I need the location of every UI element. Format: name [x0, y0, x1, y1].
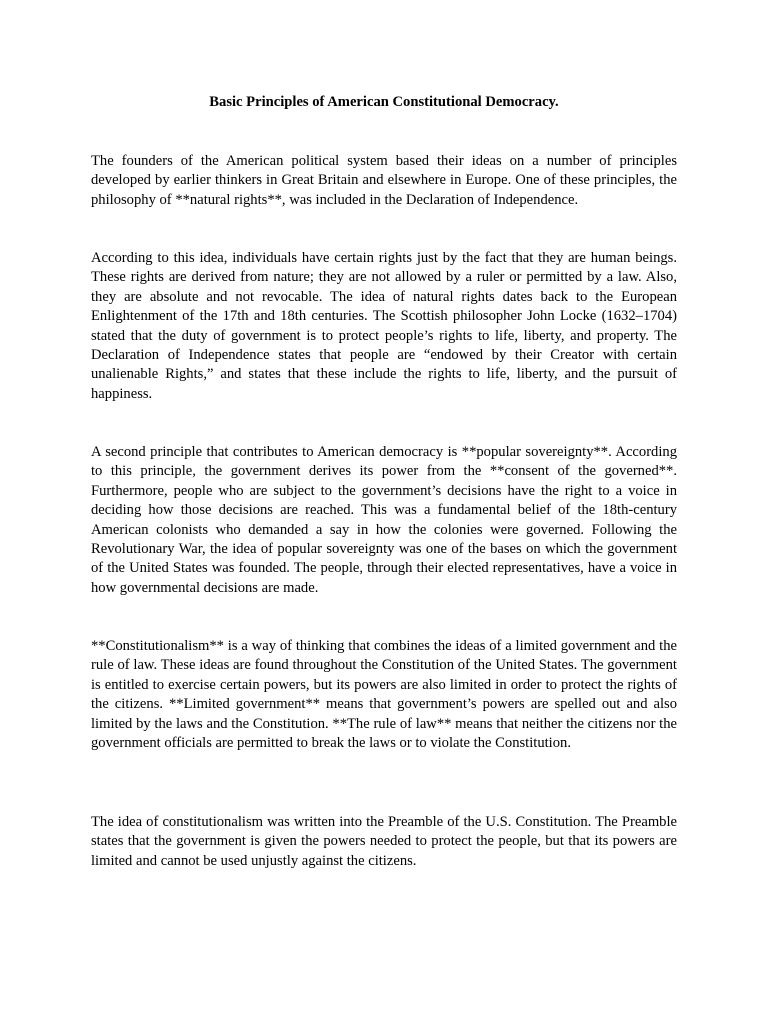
paragraph-natural-rights-intro: The founders of the American political system based their ideas on a number of principles developed by earlier thinkers in Great Britain and elsewhere in Europe. One of these principles, the philosophy of **natural rights**, was included in the Declaration of Independence.: [91, 153, 677, 208]
paragraph-popular-sovereignty: A second principle that contributes to American democracy is **popular sovereignty**. According to this principle, the government derives its power from the **consent of the governed**. Furthermore, people who are subject to the government’s decisions have the right to a voice in deciding how those decisions are reached. This was a fundamental belief of the 18th-century American colonists who demanded a say in how the colonies were governed. Following the Revolutionary War, the idea of popular sovereignty was one of the bases on which the government of the United States was founded. The people, through their elected representatives, have a voice in how governmental decisions are made.: [91, 444, 677, 596]
paragraph-natural-rights: According to this idea, individuals have certain rights just by the fact that they are human beings. These rights are derived from nature; they are not allowed by a ruler or permitted by a law. Also, they are absolute and not revocable. The idea of natural rights dates back to the European Enlightenment of the 17th and 18th centuries. The Scottish philosopher John Locke (1632–1704) stated that the duty of government is to protect people’s rights to life, liberty, and property. The Declaration of Independence states that people are “endowed by their Creator with certain unalienable Rights,” and states that these include the rights to life, liberty, and the pursuit of happiness.: [91, 250, 677, 402]
paragraph-constitutionalism: **Constitutionalism** is a way of thinking that combines the ideas of a limited government and the rule of law. These ideas are found throughout the Constitution of the United States. The government is entitled to exercise certain powers, but its powers are also limited in order to protect the rights of the citizens. **Limited government** means that government’s powers are spelled out and also limited by the laws and the Constitution. **The rule of law** means that neither the citizens nor the government officials are permitted to break the laws or to violate the Constitution.: [91, 638, 677, 752]
paragraph-preamble: The idea of constitutionalism was written into the Preamble of the U.S. Constitution. The Preamble states that the government is given the powers needed to protect the people, but that its powers are limited and cannot be used unjustly against the citizens.: [91, 814, 677, 869]
document-title: Basic Principles of American Constitutional Democracy.: [209, 94, 559, 110]
